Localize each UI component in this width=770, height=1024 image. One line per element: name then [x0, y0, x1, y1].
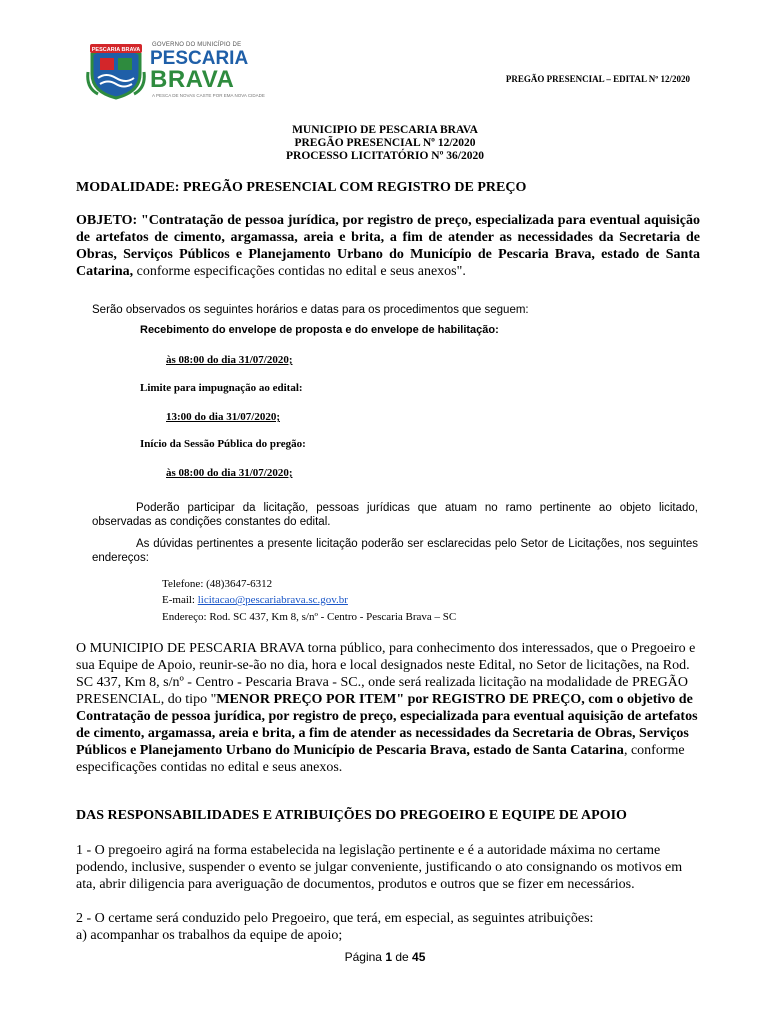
schedule-value-recebimento: às 08:00 do dia 31/07/2020; — [166, 354, 293, 366]
schedule-value-impugnacao: 13:00 do dia 31/07/2020; — [166, 411, 280, 423]
objeto-bold-text: OBJETO: "Contratação de pessoa jurídica, por registro de preço, especializada para eventual aquisição de artefatos de cimento, argamassa, areia e brita, a fim de atender as necessidades da Secretaria de Obras, Serviços Públicos e Planejamento Urbano do Município de Pescaria Brava, estado de Santa Catarina, — [76, 213, 700, 279]
header-edital-reference: PREGÃO PRESENCIAL – EDITAL Nº 12/2020 — [505, 74, 690, 84]
title-line-municipio: MUNICIPIO DE PESCARIA BRAVA — [292, 124, 478, 136]
logo-government-text: GOVERNO DO MUNICÍPIO DE — [152, 42, 242, 48]
schedule-label-sessao: Início da Sessão Pública do pregão: — [140, 438, 306, 450]
contact-email — [162, 594, 348, 606]
objeto-paragraph — [76, 212, 700, 280]
coat-of-arms-icon — [86, 38, 146, 100]
municipal-logo — [86, 38, 265, 100]
footer-page-number: 1 — [385, 950, 392, 964]
item-1-paragraph: 1 - O pregoeiro agirá na forma estabelecida na legislação pertinente e é a autoridade máxima no certame podendo, inclusive, suspender o evento se julgar conveniente, justificando o ato consignando os motivos em ata, abrir diligencia para averiguação de documentos, produtos e outros que se fizer em necessários. — [76, 843, 683, 892]
main-paragraph-bold: MENOR PREÇO POR ITEM" por REGISTRO DE PREÇO, com o objetivo de Contratação de pessoa jurídica, por registro de preço, especializada para eventual aquisição de artefatos de cimento, argamassa, areia e brita, a fim de atender as necessidades da Secretaria de Obras, Serviços Públicos e Planejamento Urbano do Município de Pescaria Brava, estado de Santa Catarina — [76, 692, 698, 758]
duvidas-paragraph: As dúvidas pertinentes a presente licitação poderão ser esclarecidas pelo Setor de Licitações, nos seguintes endereços: — [92, 538, 698, 564]
main-paragraph — [76, 640, 700, 776]
title-line-processo: PROCESSO LICITATÓRIO Nº 36/2020 — [286, 150, 484, 162]
item-a-paragraph: a) acompanhar os trabalhos da equipe de apoio; — [76, 928, 343, 943]
contact-email-label: E-mail: — [162, 594, 198, 606]
logo-tagline: A PESCA DE NOVAS CASTE POR EMA NOVA CIDADE — [152, 93, 265, 98]
footer-total-pages: 45 — [412, 950, 426, 964]
title-line-pregao: PREGÃO PRESENCIAL Nº 12/2020 — [294, 137, 476, 149]
badge-text: PESCARIA BRAVA — [91, 47, 141, 53]
main-paragraph-intro: O MUNICIPIO DE PESCARIA BRAVA torna público, para conhecimento dos interessados, que o Pregoeiro e sua Equipe de Apoio, reunir-se-ão no dia, hora e local designados neste Edital, no Setor de licitações, na Rod. SC 437, Km 8, s/nº - Centro - Pescaria Brava - SC., onde será realizada licitação na modalidade de PREGÃO PRESENCIAL, do tipo " — [76, 641, 696, 707]
objeto-normal-text: conforme especificações contidas no edital e seus anexos". — [133, 264, 466, 279]
main-paragraph-end: , conforme especificações contidas no edital e seus anexos. — [76, 743, 685, 775]
contact-telefone: Telefone: (48)3647-6312 — [162, 578, 273, 590]
footer-prefix: Página — [344, 950, 386, 964]
contact-endereco: Endereço: Rod. SC 437, Km 8, s/nº - Centro - Pescaria Brava – SC — [162, 611, 457, 623]
document-title — [0, 124, 770, 163]
logo-pescaria-text: PESCARIA — [150, 48, 249, 69]
schedule-intro: Serão observados os seguintes horários e datas para os procedimentos que seguem: — [92, 304, 529, 316]
page-footer — [0, 950, 770, 964]
footer-middle: de — [392, 950, 413, 964]
responsabilidades-heading: DAS RESPONSABILIDADES E ATRIBUIÇÕES DO PREGOEIRO E EQUIPE DE APOIO — [76, 808, 627, 823]
logo-brava-text: BRAVA — [150, 66, 235, 93]
participacao-paragraph: Poderão participar da licitação, pessoas jurídicas que atuam no ramo pertinente ao objeto licitado, observadas as condições constantes do edital. — [92, 502, 698, 528]
item-2-paragraph: 2 - O certame será conduzido pelo Pregoeiro, que terá, em especial, as seguintes atribuições: — [76, 911, 594, 926]
schedule-label-impugnacao: Limite para impugnação ao edital: — [140, 382, 303, 394]
schedule-label-recebimento: Recebimento do envelope de proposta e do envelope de habilitação: — [140, 324, 499, 336]
email-link[interactable]: licitacao@pescariabrava.sc.gov.br — [197, 594, 348, 606]
modalidade-heading: MODALIDADE: PREGÃO PRESENCIAL COM REGISTRO DE PREÇO — [76, 180, 527, 195]
schedule-value-sessao: às 08:00 do dia 31/07/2020; — [166, 467, 293, 479]
